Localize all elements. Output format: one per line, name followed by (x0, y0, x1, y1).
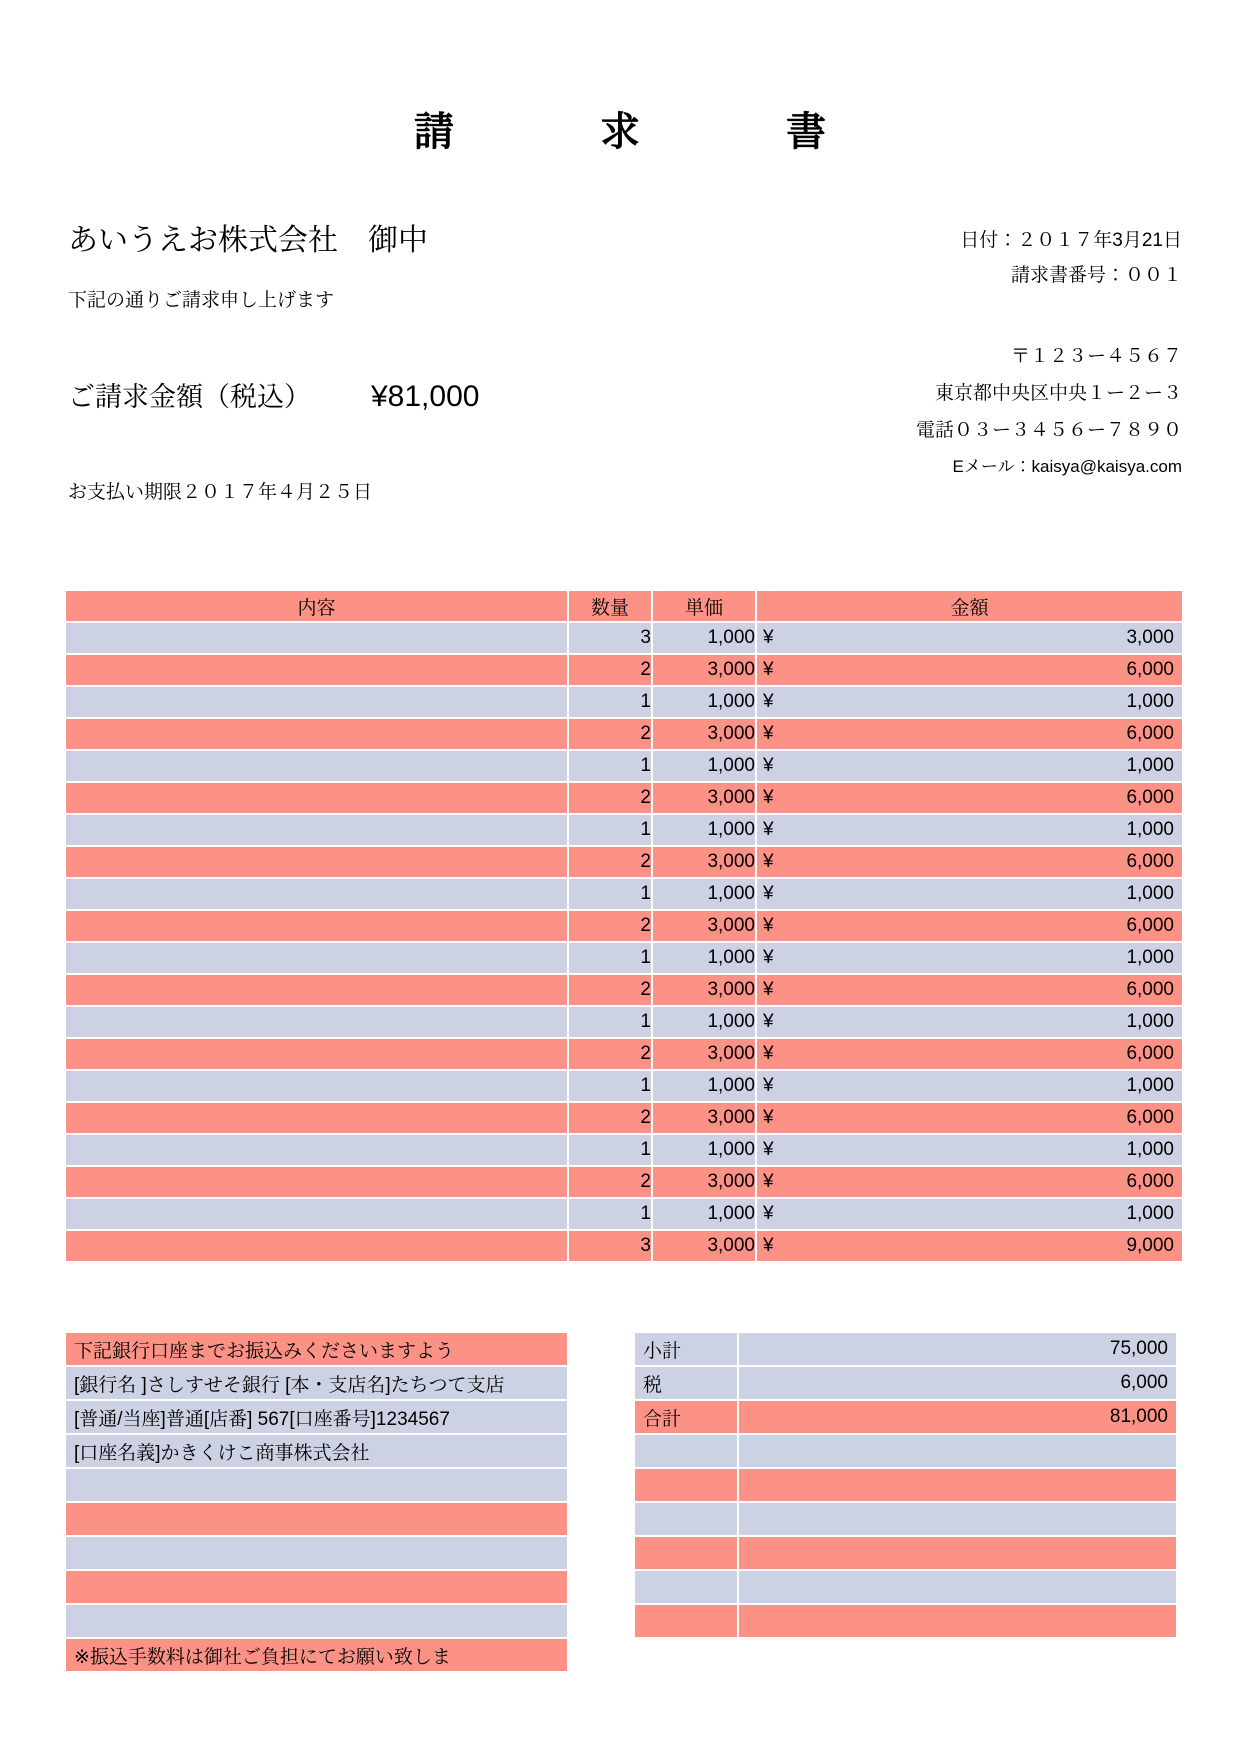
line-items-table (66, 589, 1182, 1263)
cell-unit-price: 3,000 (653, 975, 755, 1005)
table-row (66, 751, 1182, 781)
table-row (66, 687, 1182, 717)
cell-description (66, 1199, 567, 1229)
totals-blank-value (739, 1537, 1176, 1569)
amount-value: 1,000 (1126, 1011, 1174, 1032)
currency-symbol: ¥ (763, 883, 774, 904)
cell-description (66, 687, 567, 717)
totals-block (635, 1333, 1176, 1639)
cell-unit-price: 1,000 (653, 687, 755, 717)
cell-description (66, 975, 567, 1005)
cell-description (66, 751, 567, 781)
cell-quantity: 2 (569, 1167, 651, 1197)
totals-blank-label (635, 1435, 737, 1467)
totals-row-subtotal (635, 1333, 1176, 1365)
table-row (66, 1199, 1182, 1229)
grand-total-label: 合計 (635, 1401, 737, 1433)
currency-symbol: ¥ (763, 819, 774, 840)
amount-value: 6,000 (1126, 659, 1174, 680)
cell-quantity: 2 (569, 655, 651, 685)
currency-symbol: ¥ (763, 1235, 774, 1256)
totals-blank-value (739, 1605, 1176, 1637)
totals-blank-label (635, 1571, 737, 1603)
cell-quantity: 2 (569, 975, 651, 1005)
cell-quantity: 2 (569, 1103, 651, 1133)
bank-blank-row (66, 1537, 567, 1569)
amount-value: 1,000 (1126, 819, 1174, 840)
totals-blank-row (635, 1469, 1176, 1501)
billed-amount-row (68, 375, 688, 414)
cell-description (66, 655, 567, 685)
column-header-amount: 金額 (757, 591, 1182, 621)
cell-amount (757, 783, 1182, 813)
table-row (66, 1103, 1182, 1133)
cell-unit-price: 3,000 (653, 783, 755, 813)
amount-value: 1,000 (1126, 755, 1174, 776)
transfer-fee-note: ※振込手数料は御社ご負担にてお願い致しま (66, 1639, 567, 1671)
cell-unit-price: 1,000 (653, 1007, 755, 1037)
currency-symbol: ¥ (763, 1043, 774, 1064)
cell-amount (757, 975, 1182, 1005)
cell-unit-price: 3,000 (653, 1103, 755, 1133)
cell-unit-price: 1,000 (653, 751, 755, 781)
bank-blank-row (66, 1571, 567, 1603)
table-row (66, 719, 1182, 749)
cell-amount (757, 1135, 1182, 1165)
totals-blank-value (739, 1571, 1176, 1603)
totals-blank-row (635, 1537, 1176, 1569)
currency-symbol: ¥ (763, 1107, 774, 1128)
column-header-quantity: 数量 (569, 591, 651, 621)
billed-amount-value: ¥81,000 (371, 380, 480, 413)
cell-description (66, 815, 567, 845)
amount-value: 1,000 (1126, 947, 1174, 968)
bank-instruction-line: 下記銀行口座までお振込みくださいますよう (66, 1333, 567, 1365)
cell-amount (757, 1007, 1182, 1037)
currency-symbol: ¥ (763, 755, 774, 776)
bank-blank-row (66, 1503, 567, 1535)
header-left-block (68, 215, 688, 503)
page-title: 請 求 書 (414, 110, 848, 154)
cell-description (66, 1231, 567, 1261)
totals-blank-value (739, 1503, 1176, 1535)
cell-quantity: 3 (569, 623, 651, 653)
currency-symbol: ¥ (763, 1075, 774, 1096)
cell-description (66, 719, 567, 749)
cell-unit-price: 3,000 (653, 1167, 755, 1197)
cell-description (66, 911, 567, 941)
amount-value: 6,000 (1126, 915, 1174, 936)
amount-value: 1,000 (1126, 1203, 1174, 1224)
currency-symbol: ¥ (763, 787, 774, 808)
cell-description (66, 623, 567, 653)
cell-description (66, 1103, 567, 1133)
totals-blank-value (739, 1469, 1176, 1501)
cell-amount (757, 847, 1182, 877)
amount-value: 1,000 (1126, 1075, 1174, 1096)
cell-amount (757, 719, 1182, 749)
table-row (66, 975, 1182, 1005)
amount-value: 1,000 (1126, 883, 1174, 904)
amount-value: 1,000 (1126, 1139, 1174, 1160)
currency-symbol: ¥ (763, 691, 774, 712)
bank-account-line: [普通/当座]普通[店番] 567[口座番号]1234567 (66, 1401, 567, 1433)
totals-blank-label (635, 1503, 737, 1535)
table-row (66, 815, 1182, 845)
amount-value: 6,000 (1126, 723, 1174, 744)
table-row (66, 943, 1182, 973)
currency-symbol: ¥ (763, 851, 774, 872)
table-row (66, 1167, 1182, 1197)
table-row (66, 1039, 1182, 1069)
cell-unit-price: 3,000 (653, 1039, 755, 1069)
totals-row-grand-total (635, 1401, 1176, 1433)
grand-total-value: 81,000 (739, 1401, 1176, 1433)
table-row (66, 847, 1182, 877)
cell-unit-price: 1,000 (653, 1135, 755, 1165)
amount-value: 6,000 (1126, 1043, 1174, 1064)
cell-quantity: 1 (569, 815, 651, 845)
cell-unit-price: 3,000 (653, 1231, 755, 1261)
table-row (66, 783, 1182, 813)
table-row (66, 911, 1182, 941)
tax-label: 税 (635, 1367, 737, 1399)
cell-description (66, 879, 567, 909)
cell-amount (757, 1103, 1182, 1133)
amount-value: 6,000 (1126, 1171, 1174, 1192)
currency-symbol: ¥ (763, 947, 774, 968)
table-row (66, 1231, 1182, 1261)
table-header (66, 591, 1182, 621)
cell-amount (757, 1167, 1182, 1197)
cell-quantity: 3 (569, 1231, 651, 1261)
cell-amount (757, 911, 1182, 941)
cell-description (66, 1135, 567, 1165)
invoice-header (0, 215, 1240, 535)
amount-value: 1,000 (1126, 691, 1174, 712)
cell-description (66, 1007, 567, 1037)
totals-row-tax (635, 1367, 1176, 1399)
cell-amount (757, 943, 1182, 973)
cell-description (66, 1039, 567, 1069)
issue-date: 日付：２０１７年3月21日 (960, 230, 1182, 251)
currency-symbol: ¥ (763, 1203, 774, 1224)
cell-amount (757, 1071, 1182, 1101)
totals-blank-label (635, 1605, 737, 1637)
bank-holder-line: [口座名義]かきくけこ商事株式会社 (66, 1435, 567, 1467)
subtotal-label: 小計 (635, 1333, 737, 1365)
cell-description (66, 783, 567, 813)
header-right-block (662, 215, 1182, 475)
bank-name-line: [銀行名 ]さしすせそ銀行 [本・支店名]たちつて支店 (66, 1367, 567, 1399)
billed-amount-label: ご請求金額（税込） (68, 382, 311, 412)
cell-unit-price: 3,000 (653, 655, 755, 685)
amount-value: 6,000 (1126, 851, 1174, 872)
totals-blank-row (635, 1571, 1176, 1603)
cell-unit-price: 1,000 (653, 943, 755, 973)
cell-description (66, 847, 567, 877)
cell-quantity: 2 (569, 719, 651, 749)
cell-quantity: 1 (569, 879, 651, 909)
cell-unit-price: 1,000 (653, 815, 755, 845)
bank-details-block (66, 1333, 567, 1673)
currency-symbol: ¥ (763, 1011, 774, 1032)
amount-value: 9,000 (1126, 1235, 1174, 1256)
cell-description (66, 1167, 567, 1197)
cell-quantity: 1 (569, 687, 651, 717)
amount-value: 6,000 (1126, 787, 1174, 808)
subtotal-value: 75,000 (739, 1333, 1176, 1365)
cell-quantity: 2 (569, 783, 651, 813)
amount-value: 6,000 (1126, 1107, 1174, 1128)
invoice-number: 請求書番号：００１ (1010, 265, 1182, 286)
table-row (66, 655, 1182, 685)
cell-amount (757, 879, 1182, 909)
currency-symbol: ¥ (763, 659, 774, 680)
cell-amount (757, 1039, 1182, 1069)
currency-symbol: ¥ (763, 1139, 774, 1160)
cell-quantity: 1 (569, 943, 651, 973)
currency-symbol: ¥ (763, 915, 774, 936)
tax-value: 6,000 (739, 1367, 1176, 1399)
cell-quantity: 1 (569, 1007, 651, 1037)
cell-unit-price: 1,000 (653, 623, 755, 653)
cell-unit-price: 3,000 (653, 719, 755, 749)
table-row (66, 623, 1182, 653)
amount-value: 6,000 (1126, 979, 1174, 1000)
cell-unit-price: 1,000 (653, 1199, 755, 1229)
cell-amount (757, 1231, 1182, 1261)
cell-unit-price: 1,000 (653, 879, 755, 909)
sender-email: Eメール：kaisya@kaisya.com (952, 457, 1182, 476)
sender-postal-code: 〒１２３ー４５６７ (1010, 346, 1182, 367)
totals-blank-row (635, 1605, 1176, 1637)
cell-quantity: 2 (569, 1039, 651, 1069)
table-row (66, 879, 1182, 909)
table-row (66, 1135, 1182, 1165)
cell-quantity: 1 (569, 751, 651, 781)
cell-amount (757, 1199, 1182, 1229)
table-row (66, 1007, 1182, 1037)
cell-amount (757, 687, 1182, 717)
table-header-row (66, 591, 1182, 621)
cell-amount (757, 815, 1182, 845)
cell-description (66, 1071, 567, 1101)
table-body (66, 623, 1182, 1261)
currency-symbol: ¥ (763, 723, 774, 744)
client-name: あいうえお株式会社 御中 (68, 224, 428, 257)
currency-symbol: ¥ (763, 979, 774, 1000)
currency-symbol: ¥ (763, 627, 774, 648)
cell-description (66, 943, 567, 973)
totals-blank-row (635, 1435, 1176, 1467)
payment-due-text: お支払い期限２０１７年４月２５日 (68, 482, 373, 503)
totals-blank-label (635, 1469, 737, 1501)
currency-symbol: ¥ (763, 1171, 774, 1192)
column-header-unit-price: 単価 (653, 591, 755, 621)
sender-address: 東京都中央区中央１ー２ー３ (934, 383, 1182, 404)
totals-blank-value (739, 1435, 1176, 1467)
cell-quantity: 1 (569, 1071, 651, 1101)
totals-blank-row (635, 1503, 1176, 1535)
bank-blank-row (66, 1605, 567, 1637)
cell-unit-price: 3,000 (653, 911, 755, 941)
totals-blank-label (635, 1537, 737, 1569)
cell-quantity: 2 (569, 847, 651, 877)
column-header-description: 内容 (66, 591, 567, 621)
amount-value: 3,000 (1126, 627, 1174, 648)
cell-unit-price: 1,000 (653, 1071, 755, 1101)
cell-amount (757, 623, 1182, 653)
cell-quantity: 2 (569, 911, 651, 941)
cell-amount (757, 751, 1182, 781)
bank-blank-row (66, 1469, 567, 1501)
cell-unit-price: 3,000 (653, 847, 755, 877)
lead-text: 下記の通りご請求申し上げます (68, 290, 335, 311)
sender-telephone: 電話０３ー３４５６ー７８９０ (915, 420, 1182, 441)
cell-quantity: 1 (569, 1135, 651, 1165)
cell-quantity: 1 (569, 1199, 651, 1229)
table-row (66, 1071, 1182, 1101)
cell-amount (757, 655, 1182, 685)
